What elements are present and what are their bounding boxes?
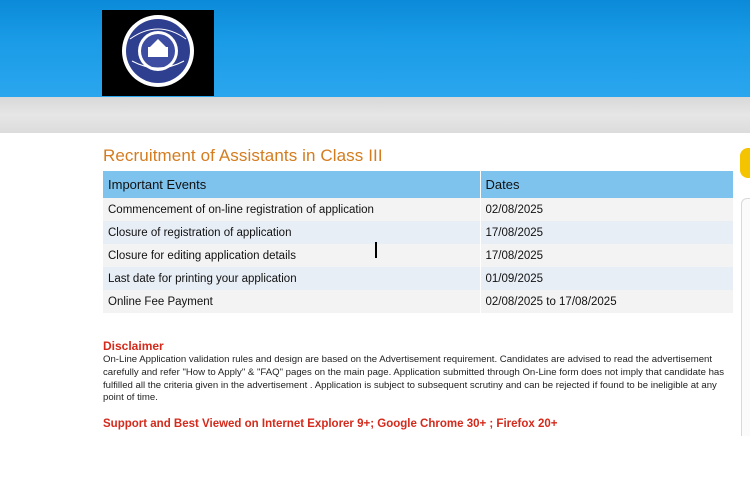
table-row	[103, 221, 733, 244]
date-cell: 17/08/2025	[480, 244, 733, 267]
text-cursor-icon	[375, 242, 377, 258]
table-row	[103, 290, 733, 313]
important-events-table	[103, 171, 733, 313]
header-important-events: Important Events	[103, 171, 480, 198]
date-cell: 01/09/2025	[480, 267, 733, 290]
date-cell: 17/08/2025	[480, 221, 733, 244]
table-row	[103, 267, 733, 290]
event-cell: Last date for printing your application	[103, 267, 480, 290]
logo-emblem-icon	[106, 13, 210, 93]
disclaimer-title: Disclaimer	[103, 339, 164, 353]
event-cell: Commencement of on-line registration of application	[103, 198, 480, 221]
date-cell: 02/08/2025	[480, 198, 733, 221]
browser-support-note: Support and Best Viewed on Internet Explorer 9+; Google Chrome 30+ ; Firefox 20+	[103, 418, 558, 430]
table-row	[103, 198, 733, 221]
side-panel	[741, 198, 750, 436]
event-cell: Closure for editing application details	[103, 244, 480, 267]
table-row	[103, 244, 733, 267]
event-cell: Closure of registration of application	[103, 221, 480, 244]
date-cell: 02/08/2025 to 17/08/2025	[480, 290, 733, 313]
page-title: Recruitment of Assistants in Class III	[103, 146, 383, 165]
event-cell: Online Fee Payment	[103, 290, 480, 313]
table-header-row	[103, 171, 733, 198]
company-logo[interactable]	[102, 10, 214, 96]
disclaimer-text: On-Line Application validation rules and design are based on the Advertisement requirement. Candidates are advised to read the advertisement carefully and refer "How to Apply" & "FAQ" pages on the main page. Application submitted through On-Line form does not imply that candidate has fulfilled all the criteria given in the advertisement . Application is subject to subsequent scrutiny and can be rejected if found to be ineligible at any point of time.	[103, 354, 725, 404]
side-tab[interactable]	[740, 148, 750, 178]
nav-bar	[0, 97, 750, 133]
header-dates: Dates	[480, 171, 733, 198]
